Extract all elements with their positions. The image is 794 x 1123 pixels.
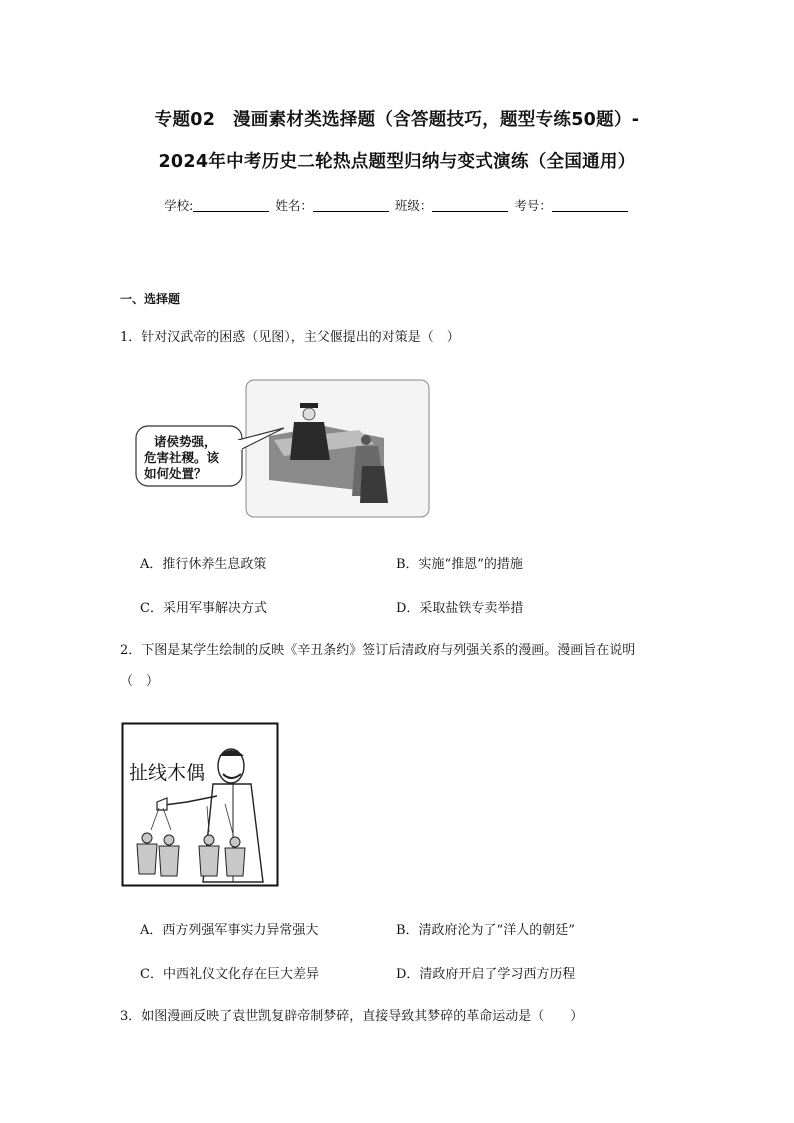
q1-option-a[interactable]: A．推行休养生息政策 bbox=[140, 557, 267, 572]
number-label: 考号： bbox=[514, 198, 552, 213]
question-2-cartoon bbox=[121, 722, 279, 888]
doc-title-line1: 专题02 漫画素材类选择题（含答题技巧，题型专练50题）- bbox=[154, 110, 640, 130]
question-2-stem-line1: 2．下图是某学生绘制的反映《辛丑条约》签订后清政府与列强关系的漫画。漫画旨在说明 bbox=[120, 643, 636, 658]
bubble-line-3: 如何处置？ bbox=[144, 466, 207, 481]
name-label: 姓名： bbox=[275, 198, 313, 213]
question-2-stem-line2: （ ） bbox=[120, 674, 160, 689]
q2-option-a[interactable]: A．西方列强军事实力异常强大 bbox=[140, 923, 319, 938]
school-field[interactable] bbox=[193, 199, 269, 212]
q1-option-d[interactable]: D．采取盐铁专卖举措 bbox=[396, 601, 524, 616]
bubble-line-2: 危害社稷。该 bbox=[144, 450, 220, 465]
name-field[interactable] bbox=[313, 199, 389, 212]
bubble-line-1: 诸侯势强， bbox=[154, 434, 217, 449]
class-field[interactable] bbox=[432, 199, 508, 212]
q2-option-d[interactable]: D．清政府开启了学习西方历程 bbox=[396, 967, 576, 982]
section-title: 一、选择题 bbox=[120, 292, 181, 306]
cartoon-caption: 扯线木偶 bbox=[129, 762, 206, 784]
doc-title-line2: 2024年中考历史二轮热点题型归纳与变式演练（全国通用） bbox=[158, 152, 636, 172]
q1-option-b[interactable]: B．实施“推恩”的措施 bbox=[396, 557, 523, 572]
student-info-line bbox=[0, 196, 794, 214]
number-field[interactable] bbox=[552, 199, 628, 212]
q2-option-c[interactable]: C．中西礼仪文化存在巨大差异 bbox=[140, 967, 319, 982]
q2-option-b[interactable]: B．清政府沦为了“洋人的朝廷” bbox=[396, 923, 575, 938]
school-label: 学校: bbox=[164, 198, 194, 213]
q1-option-c[interactable]: C．采用军事解决方式 bbox=[140, 601, 267, 616]
question-3-stem: 3．如图漫画反映了袁世凯复辟帝制梦碎，直接导致其梦碎的革命运动是（ ） bbox=[120, 1009, 584, 1024]
class-label: 班级： bbox=[394, 198, 433, 213]
question-1-stem: 1．针对汉武帝的困惑（见图），主父偃提出的对策是（ ） bbox=[120, 330, 460, 345]
question-1-cartoon bbox=[134, 378, 432, 520]
